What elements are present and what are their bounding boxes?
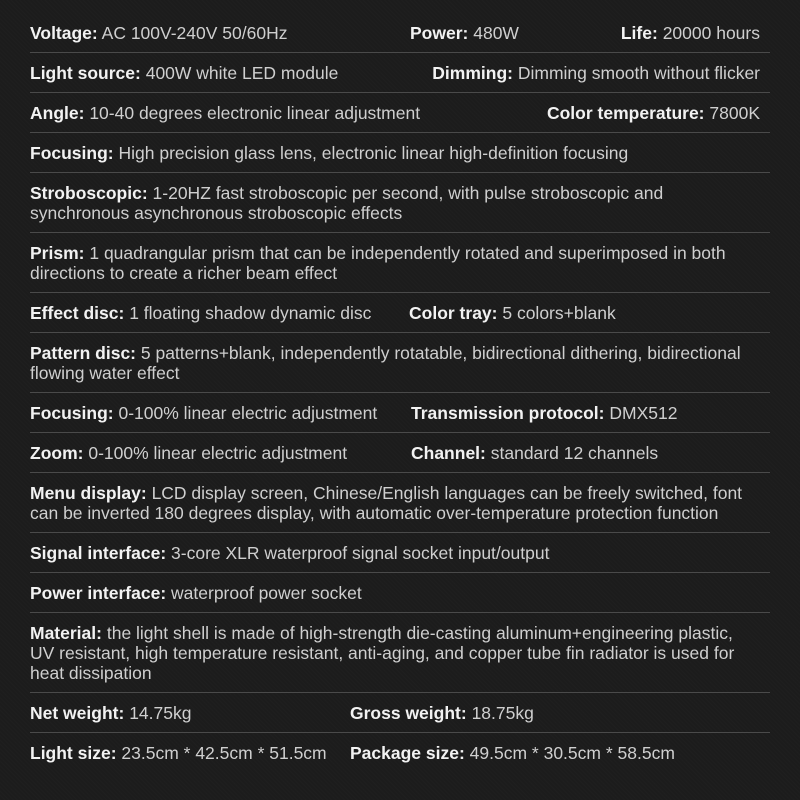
spec-light-size: Light size: 23.5cm * 42.5cm * 51.5cm [30,743,327,763]
spec-row-prism: Prism: 1 quadrangular prism that can be independently rotated and superimposed in both directions to create a richer beam effect [30,233,770,293]
spec-dimming: Dimming: Dimming smooth without flicker [432,63,760,83]
spec-life: Life: 20000 hours [620,23,760,43]
spec-package-size: Package size: 49.5cm * 30.5cm * 58.5cm [350,743,675,763]
spec-color-tray: Color tray: 5 colors+blank [409,303,616,323]
spec-row-zoom-channel [30,433,770,473]
spec-effect-disc: Effect disc: 1 floating shadow dynamic disc [30,303,372,323]
spec-angle: Angle: 10-40 degrees electronic linear adjustment [30,103,421,123]
spec-net-weight: Net weight: 14.75kg [30,703,192,723]
spec-row-angle-color-temperature [30,93,770,133]
spec-row-power-interface: Power interface: waterproof power socket [30,573,770,613]
spec-transmission-protocol: Transmission protocol: DMX512 [411,403,678,423]
spec-row-focusing-transmission [30,393,770,433]
spec-row-voltage-power-life [30,13,770,53]
spec-row-pattern-disc: Pattern disc: 5 patterns+blank, independently rotatable, bidirectional dithering, bidirectional flowing water effect [30,333,770,393]
spec-row-sizes [30,733,770,773]
spec-voltage: Voltage: AC 100V-240V 50/60Hz [30,23,288,43]
spec-color-temperature: Color temperature: 7800K [546,103,760,123]
spec-zoom: Zoom: 0-100% linear electric adjustment [30,443,348,463]
spec-row-light-source-dimming [30,53,770,93]
spec-light-source: Light source: 400W white LED module [30,63,339,83]
spec-row-signal-interface: Signal interface: 3-core XLR waterproof signal socket input/output [30,533,770,573]
spec-row-menu-display: Menu display: LCD display screen, Chinese/English languages can be freely switched, font can be inverted 180 degrees display, with automatic over-temperature protection function [30,473,770,533]
spec-row-stroboscopic: Stroboscopic: 1-20HZ fast stroboscopic per second, with pulse stroboscopic and synchronous asynchronous stroboscopic effects [30,173,770,233]
spec-row-weights [30,693,770,733]
spec-power: Power: 480W [410,23,519,43]
spec-row-effect-disc-color-tray [30,293,770,333]
spec-row-material: Material: the light shell is made of high-strength die-casting aluminum+engineering plastic, UV resistant, high temperature resistant, anti-aging, and copper tube fin radiator is used for heat dissipation [30,613,770,693]
spec-channel: Channel: standard 12 channels [411,443,659,463]
spec-row-focusing-lens: Focusing: High precision glass lens, electronic linear high-definition focusing [30,133,770,173]
spec-gross-weight: Gross weight: 18.75kg [350,703,534,723]
spec-focusing-adjustment: Focusing: 0-100% linear electric adjustment [30,403,378,423]
